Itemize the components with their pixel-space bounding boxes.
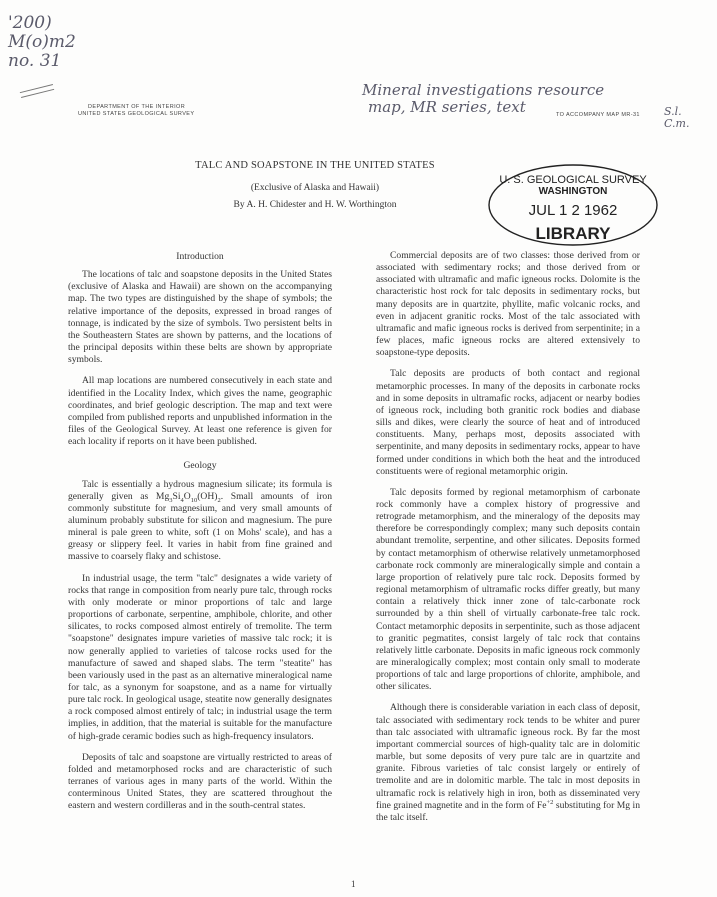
call-number-line: no. 31 [8, 51, 62, 71]
document-subtitle: (Exclusive of Alaska and Hawaii) [250, 183, 380, 193]
stamp-top-text: U. S. GEOLOGICAL SURVEY [499, 174, 647, 186]
margin-note-line: C.m. [664, 117, 690, 130]
left-column [68, 251, 332, 822]
margin-note-line: S.l. [664, 105, 682, 118]
paragraph: Talc deposits are products of both contact and regional metamorphic processes. In many of the deposits in carbonate rocks and in some deposits in ultramafic rocks, adjacent or nearby bodies of igneous rock, including both granitic rock bodies and diabase sills and dikes, were clearly the source of heat and of introduced constituents. Many, perhaps most, deposits associated with serpentinite, and many deposits in sedimentary rocks, appear to have formed under conditions in which both the heat and the introduced constituents were of regional metamorphic origin. [376, 368, 641, 477]
text-run: substituting for Mg in the talc itself. [376, 799, 640, 823]
paragraph: Talc deposits formed by regional metamorphism of carbonate rock commonly have a complex history of progressive and retrograde metamorphism, and the mineralogy of the deposits may therefore be correspondingly complex; many such deposits contain abundant tremolite, serpentine, and other silicates. Deposits formed by contact metamorphism of otherwise relatively unmetamorphosed carbonate rock commonly are mineralogically simple and contain a large proportion of relatively pure talc rock. Deposits formed by regional metamorphism of ultramafic rocks differ greatly, but many contain a relatively thick inner zone of talc-carbonate rock surrounded by a thin shell of virtually carbonate-free talc rock. Contact metamorphic deposits in serpentinite, such as those adjacent to granitic pegmatites, consist largely of talc rock that contains relatively little carbonate. Deposits in mafic igneous rock commonly are mineralogically complex; most contain only small to moderate proportions of talc and large proportions of chlorite, amphibole, and other silicates. [376, 486, 640, 693]
page-number: 1 [351, 879, 356, 889]
handwritten-call-number [8, 14, 76, 71]
paragraph [376, 702, 640, 824]
stamp-city-text: WASHINGTON [538, 186, 608, 197]
chemical-formula: $Mg_3Si_4O_{10}(OH)_2$ [155, 490, 221, 504]
paragraph: Deposits of talc and soapstone are virtually restricted to areas of folded and metamorphosed rocks and are characteristic of such terranes of various ages in many parts of the world. Within the conterminous United States, they are scattered throughout the eastern and western cordilleras and in the south-central states. [68, 751, 332, 812]
handwritten-annotation [362, 82, 604, 116]
annotation-line: Mineral investigations resource [362, 81, 605, 99]
handwritten-margin-note [664, 106, 689, 130]
document-title: TALC AND SOAPSTONE IN THE UNITED STATES [195, 160, 435, 171]
section-heading-geology: Geology [183, 460, 217, 472]
library-stamp [486, 163, 661, 247]
text-run: Although there is considerable variation in each class of deposit, talc associated with sedimentary rock tends to be whiter and purer than talc associated with ultramafic igneous rock. By far the most important commercial sources of high-quality talc are in dolomitic marble, but some deposits of very pure talc are in quartzite and granite. Fibrous varieties of talc consist largely or entirely of tremolite and are in dolomitic marble. The talc in most deposits in ultramafic rock is relatively high in iron, both as disseminated very fine grained magnetite and in the form of Fe [376, 702, 640, 811]
section-heading-introduction: Introduction [176, 251, 224, 262]
stamp-library-text: LIBRARY [535, 224, 611, 243]
accompany-map-label: TO ACCOMPANY MAP MR-31 [556, 112, 640, 118]
paragraph: Commercial deposits are of two classes: those derived from or associated with sedimentary rocks; and those derived from or associated with ultramafic and mafic igneous rocks. Dolomite is the characteristic host rock for talc deposits in sedimentary rocks, but many deposits are in quartzite, phyllite, mafic volcanic rocks, and even in adjacent granitic rocks. Most of the talc associated with ultramafic and mafic igneous rocks is derived from serpentinite; in a few places, mafic igneous rocks are altered extensively to soapstone-type deposits. [376, 250, 640, 359]
document-authors: By A. H. Chidester and H. W. Worthington [233, 200, 397, 210]
superscript: +2 [546, 798, 554, 806]
handwritten-underline [20, 84, 54, 98]
agency-header [78, 104, 194, 118]
stamp-date: JUL 1 2 1962 [528, 202, 618, 219]
call-number-line: M(o)m2 [8, 32, 76, 52]
text-run: . Small amounts of iron commonly substitute for magnesium, and very small amounts of aluminum probably substitute for silicon and magnesium. The pure mineral is pale green to white, soft (1 on Mohs' scale), and has a greasy or slippery feel. It varies in habit from fine grained and massive to coarsely flaky and schistose. [68, 490, 332, 563]
paragraph: The locations of talc and soapstone deposits in the United States (exclusive of Alaska and Hawaii) are shown on the accompanying map. The two types are distinguished by the shape of symbols; the relative importance of the deposits, expressed in broad ranges of tonnage, is indicated by the size of symbols. Two persistent belts in the Southeastern States are shown by patterns, and the locations of the principal deposits within these belts are shown by appropriate symbols. [68, 269, 332, 366]
annotation-line: map, MR series, text [368, 98, 526, 116]
call-number-line: '200) [8, 13, 52, 33]
agency-line: DEPARTMENT OF THE INTERIOR [88, 104, 186, 110]
text-run: Talc is essentially a hydrous magnesium silicate; its formula is generally given as [68, 478, 332, 502]
agency-line: UNITED STATES GEOLOGICAL SURVEY [78, 111, 195, 117]
paragraph-formula [68, 479, 332, 564]
paragraph: In industrial usage, the term "talc" designates a wide variety of rocks that range in composition from nearly pure talc, through rocks with only moderate or minor proportions of talc and large proportions of carbonate, serpentine, amphibole, chlorite, and other silicates, to rocks composed almost entirely of tremolite. The term "soapstone" designates impure varieties of massive talc rock; it is now generally applied to varieties of talcose rocks used for the manufacture of sawed and shaped slabs. The term "steatite" has been variously used in the past as an alternative mineralogical name for talc, as a synonym for soapstone, and as a name for virtually pure talc rock. In geological usage, steatite now generally designates a rock composed almost entirely of talc; in industrial usage the term implies, in addition, that the material is suitable for the manufacture of high-grade ceramic bodies such as high-frequency insulators. [68, 572, 332, 742]
paragraph: All map locations are numbered consecutively in each state and identified in the Locality Index, which gives the name, geographic coordinates, and brief geologic description. The map and text were compiled from published reports and unpublished information in the files of the Geological Survey. At least one reference is given for each locality if reports on it have been published. [68, 375, 332, 448]
right-column [376, 250, 640, 833]
